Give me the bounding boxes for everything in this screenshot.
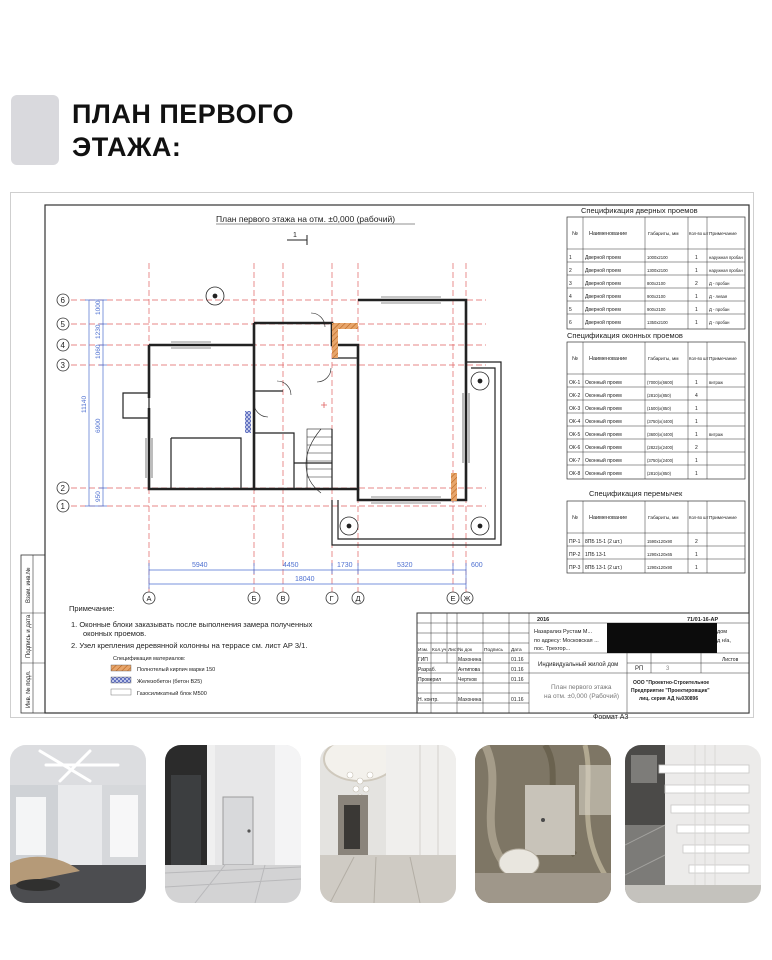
tb-role-2: Разраб. bbox=[418, 667, 437, 673]
windows-col-note: Примечание bbox=[709, 357, 737, 362]
lintels-row-3-col-3: 1290х120х90 bbox=[647, 565, 673, 570]
doors-row-4-col-1: 4 bbox=[569, 294, 572, 300]
lintels-row-2-col-3: 1290х120х65 bbox=[647, 552, 673, 557]
tb-stage: РП bbox=[635, 666, 644, 672]
tb-role-5: Н. контр. bbox=[418, 697, 439, 703]
dim-bottom-total: 18040 bbox=[295, 576, 315, 583]
doors-row-1-col-5: наружная пробан bbox=[709, 255, 743, 260]
title-block bbox=[417, 613, 749, 713]
side-stamp-text-2: Подпись и дата bbox=[26, 614, 32, 658]
tb-role-1: ГИП bbox=[418, 657, 428, 663]
doors-row-5-col-2: Дверной проем bbox=[585, 307, 621, 313]
axis-number-5: 5 bbox=[60, 320, 65, 329]
dim-left-total: 11140 bbox=[81, 395, 88, 413]
lintels-row-1-col-4: 2 bbox=[695, 539, 698, 545]
windows-row-8-col-2: Оконный проем bbox=[585, 471, 622, 477]
notes-title: Примечание: bbox=[69, 604, 115, 613]
tb-org-3: лиц. серия АД №030896 bbox=[639, 696, 699, 702]
brick-fill-2 bbox=[332, 323, 338, 358]
windows-row-6-col-4: 2 bbox=[695, 445, 698, 451]
tb-sheet-no: 3 bbox=[666, 666, 670, 672]
doors-row-4-col-3: 900х2100 bbox=[647, 294, 666, 299]
dim-left-950: 950 bbox=[95, 491, 102, 502]
windows-row-4-col-1: ОК-4 bbox=[569, 419, 581, 425]
doors-spec-title: Спецификация дверных проемов bbox=[581, 206, 698, 215]
tb-name-1: Махонина bbox=[458, 657, 482, 663]
lintels-col-name: Наименование bbox=[589, 515, 628, 521]
lintels-row-2-col-1: ПР-2 bbox=[569, 552, 581, 558]
section-mark: 1 bbox=[293, 232, 297, 239]
windows-row-6-col-1: ОК-6 bbox=[569, 445, 581, 451]
lintels-col-size: Габариты, мм bbox=[648, 516, 679, 521]
tb-col-kol: Кол.уч bbox=[432, 648, 447, 653]
brick-fill-3 bbox=[451, 473, 457, 501]
doors-row-5-col-5: Д - пробан bbox=[709, 307, 730, 312]
note-2: 2. Узел крепления деревянной колонны на террасе см. лист АР 3/1. bbox=[71, 641, 308, 650]
doors-row-2-col-3: 1300х2100 bbox=[647, 268, 668, 273]
lintels-col-num: № bbox=[572, 515, 578, 521]
plan-title: План первого этажа на отм. ±0,000 (рабочий) bbox=[216, 214, 396, 224]
photo-entrance-hall[interactable] bbox=[165, 745, 301, 903]
doors-row-6-col-3: 1350х2100 bbox=[647, 320, 668, 325]
axis-number-2: 2 bbox=[60, 484, 65, 493]
tb-sheet-name-1: План первого этажа bbox=[551, 684, 612, 691]
lintels-col-qty: Кол-во шт bbox=[689, 515, 709, 520]
windows-spec-title: Спецификация оконных проемов bbox=[567, 331, 683, 340]
lintels-spec-table bbox=[567, 489, 745, 573]
doors-row-5-col-4: 1 bbox=[695, 307, 698, 313]
side-stamp-text-1: Взам. инв.№ bbox=[26, 567, 32, 603]
legend-concrete: Железобетон (бетон В25) bbox=[137, 679, 203, 685]
axis-number-3: 3 bbox=[60, 361, 65, 370]
axis-letter-g: Г bbox=[329, 594, 334, 603]
doors-spec-table bbox=[567, 206, 745, 329]
tb-col-sign: Подпись bbox=[484, 648, 503, 653]
page-title-line-1: ПЛАН ПЕРВОГО bbox=[72, 99, 295, 129]
tb-name-3: Чертков bbox=[458, 677, 477, 683]
tb-col-doc: № док bbox=[458, 648, 473, 653]
photo-bathroom-marble[interactable] bbox=[475, 745, 611, 903]
interior-walls bbox=[123, 358, 501, 545]
doors-row-6-col-5: Д - пробан bbox=[709, 320, 730, 325]
dim-left-1060: 1060 bbox=[95, 344, 102, 359]
axis-letter-d: Д bbox=[355, 594, 361, 603]
windows-row-6-col-2: Оконный проем bbox=[585, 445, 622, 451]
tb-date-1: 01.16 bbox=[511, 657, 524, 663]
windows-row-3-col-2: Оконный проем bbox=[585, 406, 622, 412]
lintels-row-3-col-2: 8ПБ 13-1 (2 шт.) bbox=[585, 565, 623, 571]
page-title-line-2: ЭТАЖА: bbox=[72, 132, 182, 162]
staircase bbox=[306, 429, 332, 493]
doors-row-4-col-4: 1 bbox=[695, 294, 698, 300]
legend-brick: Полнотелый кирпич марки 150 bbox=[137, 667, 216, 673]
doors-row-6-col-2: Дверной проем bbox=[585, 320, 621, 326]
dim-bottom-4450: 4450 bbox=[283, 562, 299, 569]
tb-address-2: пос. Трехгор... bbox=[534, 646, 571, 652]
doors-row-6-col-1: 6 bbox=[569, 320, 572, 326]
windows-row-3-col-3: (1500)х(850) bbox=[647, 406, 671, 411]
tb-name-5: Махонина bbox=[458, 697, 482, 703]
dim-bottom-5320: 5320 bbox=[397, 562, 413, 569]
doors-row-2-col-5: наружная пробан bbox=[709, 268, 743, 273]
windows-row-5-col-3: (3600)х(4400) bbox=[647, 432, 674, 437]
tb-address-1: по адресу: Московская ... bbox=[534, 638, 599, 644]
photo-gallery bbox=[10, 745, 755, 903]
lintels-row-1-col-2: 8ПБ 15-1 (2 шт.) bbox=[585, 539, 623, 545]
windows-col-num: № bbox=[572, 356, 578, 362]
axis-letter-a: А bbox=[146, 594, 152, 603]
redaction-block bbox=[607, 623, 717, 653]
windows-row-4-col-4: 1 bbox=[695, 419, 698, 425]
window-marks bbox=[146, 297, 469, 503]
lintels-row-1-col-1: ПР-1 bbox=[569, 539, 581, 545]
materials-legend bbox=[111, 656, 215, 697]
dim-left-1230: 1230 bbox=[95, 324, 102, 339]
windows-row-7-col-1: ОК-7 bbox=[569, 458, 581, 464]
tb-col-list: Лист bbox=[448, 648, 459, 653]
doors-row-5-col-3: 900х2100 bbox=[647, 307, 666, 312]
doors-col-name: Наименование bbox=[589, 231, 628, 237]
doors-row-4-col-5: Д - левая bbox=[709, 294, 728, 299]
doors-row-1-col-1: 1 bbox=[569, 255, 572, 261]
tb-code: 71/01-16-АР bbox=[687, 617, 719, 623]
sheet-format: Формат А3 bbox=[593, 714, 629, 719]
lintels-row-3-col-1: ПР-3 bbox=[569, 565, 581, 571]
notes bbox=[69, 604, 313, 650]
tb-col-date: Дата bbox=[511, 648, 522, 653]
title-accent-square bbox=[11, 95, 59, 165]
tb-object-suffix: дом bbox=[717, 629, 728, 635]
windows-row-7-col-3: (3750)х(2400) bbox=[647, 458, 674, 463]
tb-date-2: 01.16 bbox=[511, 667, 524, 673]
doors-row-3-col-4: 2 bbox=[695, 281, 698, 287]
tb-sheet-name-2: на отм. ±0,000 (Рабочий) bbox=[544, 693, 620, 700]
windows-row-3-col-1: ОК-3 bbox=[569, 406, 581, 412]
doors-row-3-col-1: 3 bbox=[569, 281, 572, 287]
building-walls bbox=[149, 300, 466, 500]
axis-grid bbox=[71, 263, 486, 593]
tb-org-2: Предприятие "Проектировщик" bbox=[631, 688, 710, 694]
doors-col-num: № bbox=[572, 231, 578, 237]
tb-org-1: ООО "Проектно-Строительное bbox=[633, 680, 710, 686]
tb-date-5: 01.16 bbox=[511, 697, 524, 703]
doors-col-note: Примечание bbox=[709, 232, 737, 237]
doors-row-3-col-2: Дверной проем bbox=[585, 281, 621, 287]
photo-hallway-chandelier[interactable] bbox=[320, 745, 456, 903]
windows-row-2-col-1: ОК-2 bbox=[569, 393, 581, 399]
windows-row-1-col-3: (7000)х(6600) bbox=[647, 380, 674, 385]
dim-bottom-5940: 5940 bbox=[192, 562, 208, 569]
doors-row-1-col-2: Дверной проем bbox=[585, 255, 621, 261]
axis-number-4: 4 bbox=[60, 341, 65, 350]
doors-col-qty: Кол-во шт bbox=[689, 231, 709, 236]
lintels-row-1-col-3: 1590х120х90 bbox=[647, 539, 673, 544]
windows-col-size: Габариты, мм bbox=[648, 357, 679, 362]
windows-row-8-col-1: ОК-8 bbox=[569, 471, 581, 477]
tb-col-izm: Изм. bbox=[418, 648, 429, 653]
tb-role-3: Проверил bbox=[418, 677, 442, 683]
windows-row-8-col-3: (2810)х(850) bbox=[647, 471, 671, 476]
axis-number-1: 1 bbox=[60, 502, 65, 511]
windows-row-2-col-4: 4 bbox=[695, 393, 698, 399]
side-stamp bbox=[21, 555, 45, 713]
doors-row-5-col-1: 5 bbox=[569, 307, 572, 313]
lintels-row-2-col-2: 1ПБ 13-1 bbox=[585, 552, 607, 558]
doors-col-size: Габариты, мм bbox=[648, 232, 679, 237]
lintels-row-2-col-4: 1 bbox=[695, 552, 698, 558]
lintels-row-3-col-4: 1 bbox=[695, 565, 698, 571]
photo-staircase[interactable] bbox=[625, 745, 761, 903]
windows-row-4-col-3: (3750)х(4400) bbox=[647, 419, 674, 424]
doors-row-2-col-2: Дверной проем bbox=[585, 268, 621, 274]
windows-row-5-col-4: 1 bbox=[695, 432, 698, 438]
floor-plan-sheet bbox=[10, 192, 754, 718]
windows-row-7-col-2: Оконный проем bbox=[585, 458, 622, 464]
axis-bubbles-left bbox=[57, 294, 69, 512]
windows-row-6-col-3: (2822)х(2400) bbox=[647, 445, 674, 450]
tb-object-suffix-2: д н/а, bbox=[717, 638, 731, 644]
windows-row-2-col-2: Оконный проем bbox=[585, 393, 622, 399]
doors-row-3-col-5: Д - пробан bbox=[709, 281, 730, 286]
windows-row-3-col-4: 1 bbox=[695, 406, 698, 412]
note-1-line-1: 1. Оконные блоки заказывать после выполнения замера полученных bbox=[71, 620, 313, 629]
windows-row-7-col-4: 1 bbox=[695, 458, 698, 464]
windows-row-5-col-5: витраж bbox=[709, 432, 723, 437]
legend-title: Спецификация материалов: bbox=[113, 656, 186, 662]
photo-living-room[interactable] bbox=[10, 745, 146, 903]
axis-letter-zh: Ж bbox=[463, 594, 471, 603]
tb-date-3: 01.16 bbox=[511, 677, 524, 683]
tb-name-2: Антипова bbox=[458, 667, 481, 673]
windows-row-1-col-1: ОК-1 bbox=[569, 380, 581, 386]
legend-gas-block: Газосиликатный блок М500 bbox=[137, 691, 207, 697]
windows-row-1-col-2: Оконный проем bbox=[585, 380, 622, 386]
concrete-fill-1 bbox=[245, 411, 251, 433]
tb-client: Назарализ Рустам М... bbox=[534, 629, 593, 635]
dim-left-1000: 1000 bbox=[95, 300, 102, 315]
lintels-spec-title: Спецификация перемычек bbox=[589, 489, 683, 498]
axis-bubbles-bottom bbox=[143, 592, 473, 604]
tb-stage-header: Листов bbox=[722, 657, 739, 663]
axis-number-6: 6 bbox=[60, 296, 65, 305]
doors-row-3-col-3: 800х2100 bbox=[647, 281, 666, 286]
dim-bottom-600: 600 bbox=[471, 562, 483, 569]
doors-row-1-col-4: 1 bbox=[695, 255, 698, 261]
tb-object: Индивидуальный жилой дом bbox=[538, 662, 619, 668]
axis-letter-b: Б bbox=[251, 594, 257, 603]
windows-row-1-col-5: витраж bbox=[709, 380, 723, 385]
doors-row-6-col-4: 1 bbox=[695, 320, 698, 326]
windows-col-qty: Кол-во шт bbox=[689, 356, 709, 361]
axis-letter-e: Е bbox=[450, 594, 456, 603]
doors-row-2-col-4: 1 bbox=[695, 268, 698, 274]
page-title bbox=[72, 98, 294, 164]
dim-left-6900: 6900 bbox=[95, 418, 102, 433]
windows-spec-table bbox=[567, 331, 745, 479]
windows-row-1-col-4: 1 bbox=[695, 380, 698, 386]
doors-row-2-col-1: 2 bbox=[569, 268, 572, 274]
windows-row-4-col-2: Оконный проем bbox=[585, 419, 622, 425]
axis-letter-v: В bbox=[280, 594, 286, 603]
windows-row-2-col-3: (2810)х(850) bbox=[647, 393, 671, 398]
dim-bottom-1730: 1730 bbox=[337, 562, 353, 569]
tb-year: 2016 bbox=[537, 617, 550, 623]
windows-row-8-col-4: 1 bbox=[695, 471, 698, 477]
lintels-col-note: Примечание bbox=[709, 516, 737, 521]
note-1-line-2: оконных проемов. bbox=[83, 629, 147, 638]
doors-row-1-col-3: 1000х2100 bbox=[647, 255, 668, 260]
windows-row-5-col-1: ОК-5 bbox=[569, 432, 581, 438]
windows-col-name: Наименование bbox=[589, 356, 628, 362]
doors-row-4-col-2: Дверной проем bbox=[585, 294, 621, 300]
side-stamp-text-3: Инв. № подл. bbox=[26, 670, 32, 708]
windows-row-5-col-2: Оконный проем bbox=[585, 432, 622, 438]
